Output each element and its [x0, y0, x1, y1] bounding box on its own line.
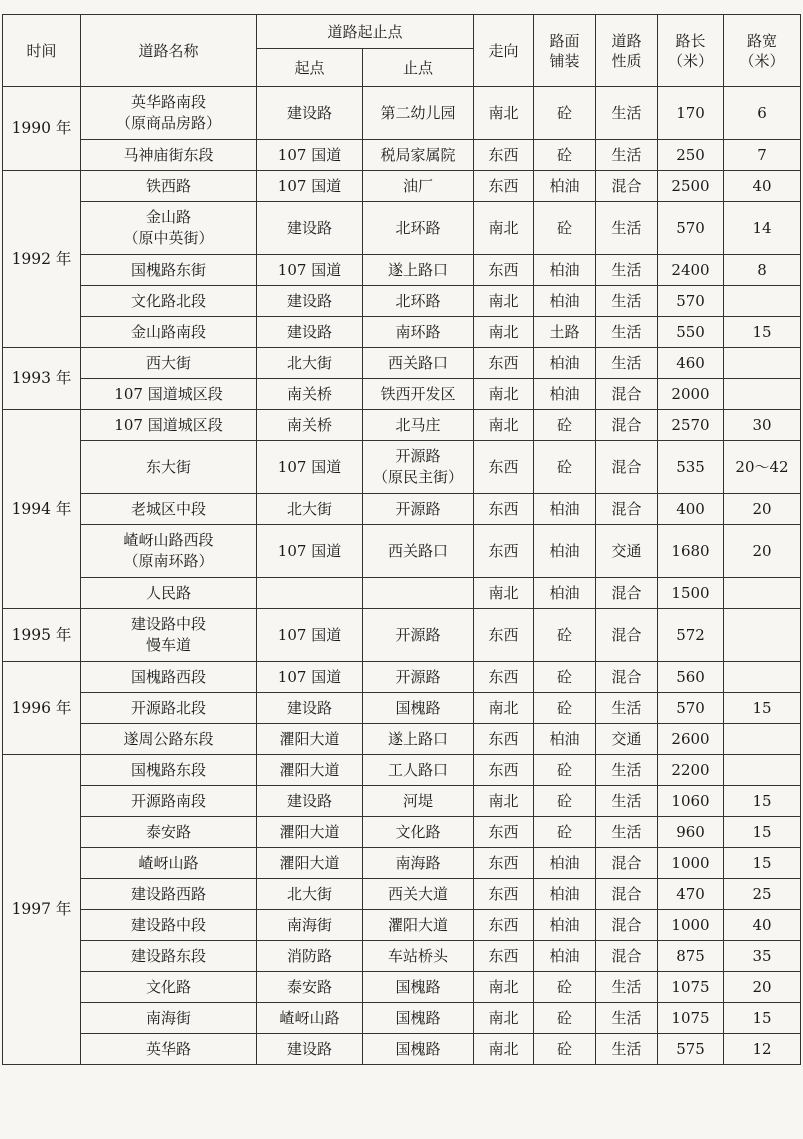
start-point-cell: 嵖岈山路 [257, 1003, 363, 1034]
end-point-cell: 文化路 [363, 817, 474, 848]
length-cell: 250 [658, 140, 724, 171]
start-point-cell: 北大街 [257, 348, 363, 379]
road-name-cell: 金山路南段 [81, 317, 257, 348]
width-cell: 40 [724, 171, 801, 202]
nature-cell: 混合 [596, 609, 658, 662]
end-point-cell: 开源路 （原民主街） [363, 441, 474, 494]
start-point-cell: 北大街 [257, 494, 363, 525]
road-name-cell: 金山路 （原中英街） [81, 202, 257, 255]
road-name-cell: 建设路西路 [81, 879, 257, 910]
table-row [3, 317, 801, 348]
start-point-cell: 灈阳大道 [257, 724, 363, 755]
start-point-cell: 107 国道 [257, 171, 363, 202]
header-start: 起点 [257, 49, 363, 87]
start-point-cell: 建设路 [257, 317, 363, 348]
direction-cell: 东西 [474, 817, 534, 848]
table-row [3, 171, 801, 202]
road-name-cell: 英华路 [81, 1034, 257, 1065]
end-point-cell: 西关路口 [363, 525, 474, 578]
direction-cell: 东西 [474, 941, 534, 972]
table-row [3, 1034, 801, 1065]
width-cell: 20 [724, 525, 801, 578]
width-cell: 12 [724, 1034, 801, 1065]
start-point-cell: 107 国道 [257, 662, 363, 693]
start-point-cell: 建设路 [257, 786, 363, 817]
width-cell [724, 609, 801, 662]
width-cell: 20 [724, 494, 801, 525]
length-cell: 575 [658, 1034, 724, 1065]
header-end: 止点 [363, 49, 474, 87]
nature-cell: 混合 [596, 171, 658, 202]
road-name-cell: 107 国道城区段 [81, 379, 257, 410]
direction-cell: 东西 [474, 525, 534, 578]
direction-cell: 南北 [474, 87, 534, 140]
start-point-cell: 建设路 [257, 202, 363, 255]
length-cell: 1500 [658, 578, 724, 609]
table-row [3, 410, 801, 441]
width-cell: 20 [724, 972, 801, 1003]
paving-cell: 砼 [534, 972, 596, 1003]
year-cell: 1993 年 [3, 348, 81, 410]
start-point-cell: 建设路 [257, 693, 363, 724]
width-cell: 7 [724, 140, 801, 171]
direction-cell: 东西 [474, 494, 534, 525]
direction-cell: 南北 [474, 693, 534, 724]
paving-cell: 砼 [534, 817, 596, 848]
length-cell: 570 [658, 202, 724, 255]
end-point-cell: 北马庄 [363, 410, 474, 441]
direction-cell: 东西 [474, 609, 534, 662]
nature-cell: 生活 [596, 1003, 658, 1034]
direction-cell: 南北 [474, 1034, 534, 1065]
end-point-cell: 南海路 [363, 848, 474, 879]
paving-cell: 柏油 [534, 286, 596, 317]
direction-cell: 南北 [474, 578, 534, 609]
table-row [3, 286, 801, 317]
direction-cell: 东西 [474, 348, 534, 379]
direction-cell: 东西 [474, 255, 534, 286]
start-point-cell: 泰安路 [257, 972, 363, 1003]
direction-cell: 东西 [474, 910, 534, 941]
table-row [3, 786, 801, 817]
header-length: 路长 （米） [658, 15, 724, 87]
table-row [3, 693, 801, 724]
length-cell: 400 [658, 494, 724, 525]
direction-cell: 南北 [474, 410, 534, 441]
table-row [3, 755, 801, 786]
length-cell: 550 [658, 317, 724, 348]
start-point-cell: 灈阳大道 [257, 817, 363, 848]
length-cell: 875 [658, 941, 724, 972]
road-name-cell: 开源路南段 [81, 786, 257, 817]
start-point-cell: 灈阳大道 [257, 848, 363, 879]
width-cell: 15 [724, 317, 801, 348]
paving-cell: 砼 [534, 441, 596, 494]
year-cell: 1994 年 [3, 410, 81, 609]
end-point-cell: 国槐路 [363, 972, 474, 1003]
direction-cell: 东西 [474, 441, 534, 494]
width-cell: 8 [724, 255, 801, 286]
length-cell: 2000 [658, 379, 724, 410]
width-cell [724, 578, 801, 609]
paving-cell: 土路 [534, 317, 596, 348]
nature-cell: 混合 [596, 879, 658, 910]
table-row [3, 941, 801, 972]
length-cell: 1060 [658, 786, 724, 817]
paving-cell: 砼 [534, 786, 596, 817]
table-row [3, 724, 801, 755]
paving-cell: 砼 [534, 1034, 596, 1065]
direction-cell: 南北 [474, 1003, 534, 1034]
road-name-cell: 铁西路 [81, 171, 257, 202]
direction-cell: 南北 [474, 379, 534, 410]
nature-cell: 混合 [596, 910, 658, 941]
nature-cell: 混合 [596, 941, 658, 972]
length-cell: 570 [658, 693, 724, 724]
table-row [3, 379, 801, 410]
table-row [3, 817, 801, 848]
end-point-cell: 河堤 [363, 786, 474, 817]
width-cell: 25 [724, 879, 801, 910]
road-name-cell: 建设路中段 [81, 910, 257, 941]
end-point-cell: 国槐路 [363, 693, 474, 724]
direction-cell: 东西 [474, 755, 534, 786]
start-point-cell: 107 国道 [257, 140, 363, 171]
paving-cell: 柏油 [534, 379, 596, 410]
length-cell: 1680 [658, 525, 724, 578]
start-point-cell: 南关桥 [257, 379, 363, 410]
end-point-cell: 北环路 [363, 286, 474, 317]
length-cell: 1000 [658, 910, 724, 941]
start-point-cell: 建设路 [257, 87, 363, 140]
start-point-cell: 灈阳大道 [257, 755, 363, 786]
header-direction: 走向 [474, 15, 534, 87]
end-point-cell: 国槐路 [363, 1003, 474, 1034]
end-point-cell: 开源路 [363, 662, 474, 693]
width-cell [724, 662, 801, 693]
header-endpoints: 道路起止点 [257, 15, 474, 49]
end-point-cell: 国槐路 [363, 1034, 474, 1065]
year-cell: 1990 年 [3, 87, 81, 171]
end-point-cell: 南环路 [363, 317, 474, 348]
direction-cell: 南北 [474, 317, 534, 348]
table-row [3, 1003, 801, 1034]
table-row [3, 609, 801, 662]
width-cell: 15 [724, 1003, 801, 1034]
paving-cell: 柏油 [534, 171, 596, 202]
start-point-cell: 南关桥 [257, 410, 363, 441]
road-name-cell: 泰安路 [81, 817, 257, 848]
paving-cell: 砼 [534, 202, 596, 255]
road-name-cell: 东大街 [81, 441, 257, 494]
nature-cell: 交通 [596, 525, 658, 578]
length-cell: 960 [658, 817, 724, 848]
width-cell: 15 [724, 786, 801, 817]
table-body [3, 87, 801, 1065]
road-name-cell: 文化路 [81, 972, 257, 1003]
table-row [3, 848, 801, 879]
paving-cell: 砼 [534, 140, 596, 171]
header-time: 时间 [3, 15, 81, 87]
nature-cell: 生活 [596, 286, 658, 317]
direction-cell: 南北 [474, 286, 534, 317]
direction-cell: 东西 [474, 140, 534, 171]
road-name-cell: 西大街 [81, 348, 257, 379]
nature-cell: 生活 [596, 972, 658, 1003]
end-point-cell: 灈阳大道 [363, 910, 474, 941]
nature-cell: 生活 [596, 317, 658, 348]
paving-cell: 砼 [534, 755, 596, 786]
paving-cell: 砼 [534, 662, 596, 693]
nature-cell: 交通 [596, 724, 658, 755]
start-point-cell: 107 国道 [257, 441, 363, 494]
length-cell: 2200 [658, 755, 724, 786]
length-cell: 470 [658, 879, 724, 910]
road-name-cell: 107 国道城区段 [81, 410, 257, 441]
end-point-cell: 西关路口 [363, 348, 474, 379]
width-cell: 15 [724, 693, 801, 724]
year-cell: 1992 年 [3, 171, 81, 348]
length-cell: 572 [658, 609, 724, 662]
length-cell: 2570 [658, 410, 724, 441]
road-name-cell: 文化路北段 [81, 286, 257, 317]
nature-cell: 混合 [596, 848, 658, 879]
direction-cell: 东西 [474, 724, 534, 755]
start-point-cell: 107 国道 [257, 525, 363, 578]
length-cell: 1075 [658, 972, 724, 1003]
end-point-cell: 工人路口 [363, 755, 474, 786]
nature-cell: 生活 [596, 693, 658, 724]
direction-cell: 南北 [474, 972, 534, 1003]
end-point-cell: 第二幼儿园 [363, 87, 474, 140]
paving-cell: 砼 [534, 693, 596, 724]
road-name-cell: 国槐路东街 [81, 255, 257, 286]
header-paving: 路面 铺装 [534, 15, 596, 87]
paving-cell: 砼 [534, 410, 596, 441]
nature-cell: 生活 [596, 202, 658, 255]
paving-cell: 砼 [534, 1003, 596, 1034]
end-point-cell: 车站桥头 [363, 941, 474, 972]
paving-cell: 砼 [534, 87, 596, 140]
paving-cell: 柏油 [534, 578, 596, 609]
width-cell: 20～42 [724, 441, 801, 494]
road-name-cell: 英华路南段 （原商品房路） [81, 87, 257, 140]
road-name-cell: 国槐路东段 [81, 755, 257, 786]
direction-cell: 东西 [474, 848, 534, 879]
end-point-cell [363, 578, 474, 609]
paving-cell: 柏油 [534, 525, 596, 578]
table-row [3, 87, 801, 140]
road-name-cell: 开源路北段 [81, 693, 257, 724]
table-row [3, 140, 801, 171]
road-name-cell: 嵖岈山路西段 （原南环路） [81, 525, 257, 578]
start-point-cell: 建设路 [257, 1034, 363, 1065]
direction-cell: 东西 [474, 662, 534, 693]
paving-cell: 柏油 [534, 910, 596, 941]
nature-cell: 混合 [596, 410, 658, 441]
road-name-cell: 建设路东段 [81, 941, 257, 972]
paving-cell: 柏油 [534, 848, 596, 879]
table-header [3, 15, 801, 87]
start-point-cell [257, 578, 363, 609]
nature-cell: 生活 [596, 348, 658, 379]
road-name-cell: 国槐路西段 [81, 662, 257, 693]
nature-cell: 生活 [596, 1034, 658, 1065]
start-point-cell: 消防路 [257, 941, 363, 972]
end-point-cell: 税局家属院 [363, 140, 474, 171]
road-name-cell: 南海街 [81, 1003, 257, 1034]
road-name-cell: 遂周公路东段 [81, 724, 257, 755]
road-name-cell: 人民路 [81, 578, 257, 609]
paving-cell: 柏油 [534, 941, 596, 972]
length-cell: 460 [658, 348, 724, 379]
width-cell [724, 348, 801, 379]
start-point-cell: 107 国道 [257, 609, 363, 662]
table-row [3, 578, 801, 609]
paving-cell: 砼 [534, 609, 596, 662]
end-point-cell: 遂上路口 [363, 724, 474, 755]
direction-cell: 南北 [474, 786, 534, 817]
header-width: 路宽 （米） [724, 15, 801, 87]
end-point-cell: 油厂 [363, 171, 474, 202]
length-cell: 1075 [658, 1003, 724, 1034]
nature-cell: 混合 [596, 578, 658, 609]
length-cell: 560 [658, 662, 724, 693]
length-cell: 2600 [658, 724, 724, 755]
direction-cell: 南北 [474, 202, 534, 255]
table-row [3, 662, 801, 693]
length-cell: 2500 [658, 171, 724, 202]
end-point-cell: 北环路 [363, 202, 474, 255]
length-cell: 1000 [658, 848, 724, 879]
start-point-cell: 北大街 [257, 879, 363, 910]
length-cell: 170 [658, 87, 724, 140]
width-cell: 30 [724, 410, 801, 441]
nature-cell: 生活 [596, 140, 658, 171]
table-row [3, 972, 801, 1003]
width-cell: 14 [724, 202, 801, 255]
table-row [3, 202, 801, 255]
table-row [3, 255, 801, 286]
year-cell: 1996 年 [3, 662, 81, 755]
end-point-cell: 西关大道 [363, 879, 474, 910]
table-row [3, 879, 801, 910]
width-cell [724, 724, 801, 755]
width-cell: 15 [724, 817, 801, 848]
end-point-cell: 开源路 [363, 494, 474, 525]
start-point-cell: 南海街 [257, 910, 363, 941]
paving-cell: 柏油 [534, 879, 596, 910]
paving-cell: 柏油 [534, 724, 596, 755]
year-cell: 1997 年 [3, 755, 81, 1065]
width-cell [724, 379, 801, 410]
header-road-name: 道路名称 [81, 15, 257, 87]
header-nature: 道路 性质 [596, 15, 658, 87]
width-cell: 6 [724, 87, 801, 140]
road-name-cell: 嵖岈山路 [81, 848, 257, 879]
table-row [3, 910, 801, 941]
nature-cell: 混合 [596, 494, 658, 525]
paving-cell: 柏油 [534, 494, 596, 525]
width-cell: 35 [724, 941, 801, 972]
nature-cell: 混合 [596, 662, 658, 693]
width-cell: 40 [724, 910, 801, 941]
table-row [3, 348, 801, 379]
paving-cell: 柏油 [534, 348, 596, 379]
table-row [3, 441, 801, 494]
road-name-cell: 马神庙街东段 [81, 140, 257, 171]
width-cell [724, 755, 801, 786]
nature-cell: 生活 [596, 755, 658, 786]
length-cell: 2400 [658, 255, 724, 286]
nature-cell: 混合 [596, 379, 658, 410]
direction-cell: 东西 [474, 879, 534, 910]
width-cell [724, 286, 801, 317]
road-construction-table [2, 14, 801, 1065]
nature-cell: 生活 [596, 255, 658, 286]
start-point-cell: 107 国道 [257, 255, 363, 286]
table-row [3, 525, 801, 578]
width-cell: 15 [724, 848, 801, 879]
direction-cell: 东西 [474, 171, 534, 202]
paving-cell: 柏油 [534, 255, 596, 286]
road-name-cell: 建设路中段 慢车道 [81, 609, 257, 662]
nature-cell: 混合 [596, 441, 658, 494]
end-point-cell: 开源路 [363, 609, 474, 662]
end-point-cell: 遂上路口 [363, 255, 474, 286]
length-cell: 570 [658, 286, 724, 317]
end-point-cell: 铁西开发区 [363, 379, 474, 410]
length-cell: 535 [658, 441, 724, 494]
nature-cell: 生活 [596, 786, 658, 817]
nature-cell: 生活 [596, 817, 658, 848]
nature-cell: 生活 [596, 87, 658, 140]
year-cell: 1995 年 [3, 609, 81, 662]
table-row [3, 494, 801, 525]
start-point-cell: 建设路 [257, 286, 363, 317]
road-name-cell: 老城区中段 [81, 494, 257, 525]
